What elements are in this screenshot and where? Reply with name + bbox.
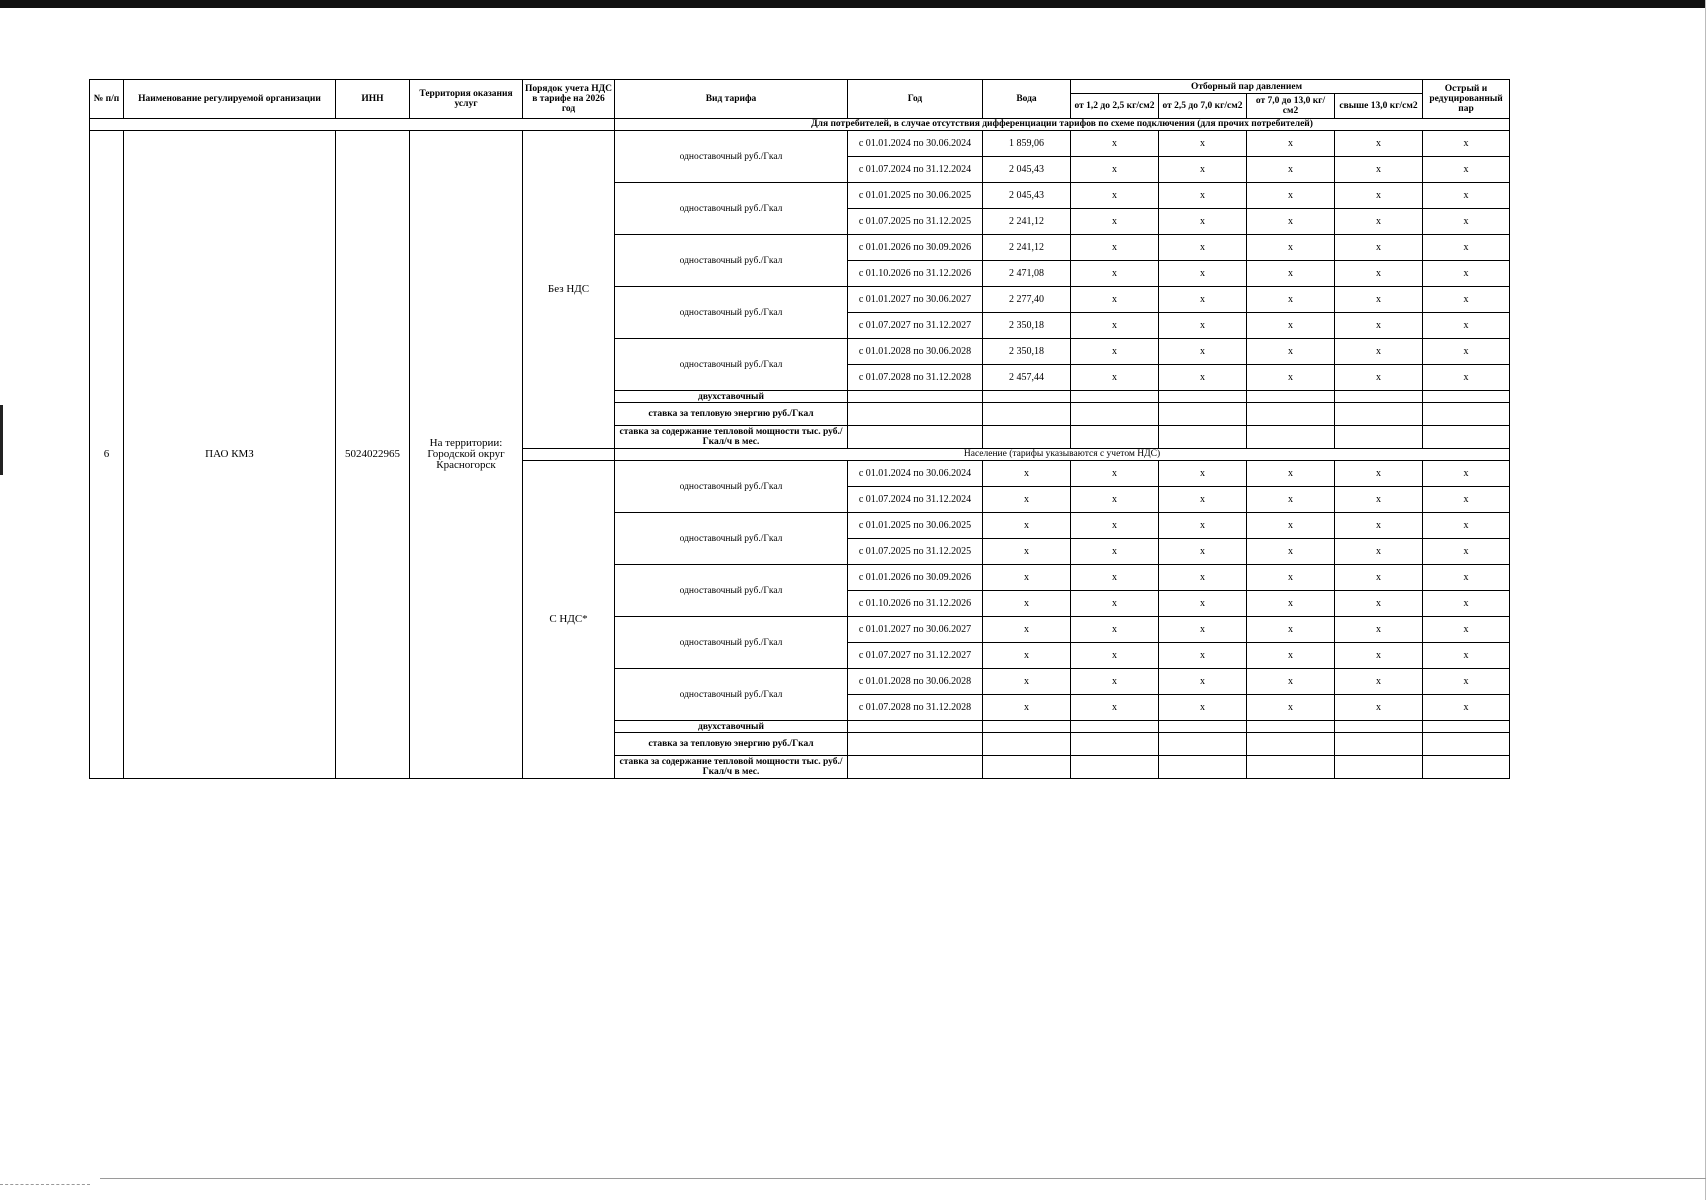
period-cell: с 01.07.2028 по 31.12.2028 <box>848 365 983 391</box>
mark-cell: х <box>1423 461 1510 487</box>
tariff-type-two-rate: двухставочный <box>615 391 848 403</box>
mark-cell: х <box>1423 617 1510 643</box>
section-row-other <box>90 119 1510 131</box>
mark-cell: х <box>1159 183 1247 209</box>
empty-cell <box>1423 756 1510 779</box>
mark-cell: х <box>1247 617 1335 643</box>
empty-cell <box>1423 403 1510 426</box>
header-org: Наименование регулируемой организации <box>124 80 336 119</box>
mark-cell: х <box>1247 643 1335 669</box>
water-mark: х <box>983 669 1071 695</box>
empty-cell <box>1423 391 1510 403</box>
mark-cell: х <box>1071 669 1159 695</box>
empty-cell <box>1335 721 1423 733</box>
section-spacer <box>523 449 615 461</box>
mark-cell: х <box>1335 209 1423 235</box>
water-mark: х <box>983 539 1071 565</box>
mark-cell: х <box>1335 565 1423 591</box>
mark-cell: х <box>1159 339 1247 365</box>
mark-cell: х <box>1159 591 1247 617</box>
water-mark: х <box>983 487 1071 513</box>
header-steam-1: от 1,2 до 2,5 кг/см2 <box>1071 94 1159 119</box>
mark-cell: х <box>1071 313 1159 339</box>
mark-cell: х <box>1423 643 1510 669</box>
mark-cell: х <box>1423 235 1510 261</box>
mark-cell: х <box>1423 591 1510 617</box>
tariff-type-single-rate: одноставочный руб./Гкал <box>615 339 848 391</box>
header-steam-4: свыше 13,0 кг/см2 <box>1335 94 1423 119</box>
mark-cell: х <box>1335 513 1423 539</box>
period-cell: с 01.01.2028 по 30.06.2028 <box>848 339 983 365</box>
mark-cell: х <box>1071 339 1159 365</box>
mark-cell: х <box>1335 617 1423 643</box>
mark-cell: х <box>1159 313 1247 339</box>
mark-cell: х <box>1335 643 1423 669</box>
empty-cell <box>1335 403 1423 426</box>
empty-cell <box>1159 426 1247 449</box>
tariff-body <box>90 119 1510 779</box>
mark-cell: х <box>1335 261 1423 287</box>
section-spacer <box>90 119 615 131</box>
header-steam-sharp: Острый и редуцированный пар <box>1423 80 1510 119</box>
empty-cell <box>1071 426 1159 449</box>
mark-cell: х <box>1423 131 1510 157</box>
header-water: Вода <box>983 80 1071 119</box>
mark-cell: х <box>1071 695 1159 721</box>
empty-cell <box>1071 733 1159 756</box>
empty-cell <box>848 426 983 449</box>
mark-cell: х <box>1247 591 1335 617</box>
mark-cell: х <box>1247 513 1335 539</box>
water-value: 2 350,18 <box>983 313 1071 339</box>
empty-cell <box>983 426 1071 449</box>
mark-cell: х <box>1335 183 1423 209</box>
mark-cell: х <box>1247 131 1335 157</box>
water-value: 2 045,43 <box>983 183 1071 209</box>
mark-cell: х <box>1071 513 1159 539</box>
bottom-dash <box>0 1184 90 1185</box>
mark-cell: х <box>1335 487 1423 513</box>
mark-cell: х <box>1423 365 1510 391</box>
empty-cell <box>1423 721 1510 733</box>
period-cell: с 01.01.2025 по 30.06.2025 <box>848 183 983 209</box>
tariff-type-single-rate: одноставочный руб./Гкал <box>615 513 848 565</box>
mark-cell: х <box>1247 157 1335 183</box>
empty-cell <box>848 721 983 733</box>
mark-cell: х <box>1335 591 1423 617</box>
mark-cell: х <box>1159 695 1247 721</box>
mark-cell: х <box>1423 157 1510 183</box>
mark-cell: х <box>1335 339 1423 365</box>
mark-cell: х <box>1335 313 1423 339</box>
period-cell: с 01.01.2027 по 30.06.2027 <box>848 617 983 643</box>
mark-cell: х <box>1071 461 1159 487</box>
water-value: 2 350,18 <box>983 339 1071 365</box>
mark-cell: х <box>1071 235 1159 261</box>
mark-cell: х <box>1335 695 1423 721</box>
period-cell: с 01.10.2026 по 31.12.2026 <box>848 591 983 617</box>
header-territory: Территория оказания услуг <box>410 80 523 119</box>
mark-cell: х <box>1335 235 1423 261</box>
with-vat-vat-order: С НДС* <box>523 461 615 779</box>
mark-cell: х <box>1071 287 1159 313</box>
period-cell: с 01.07.2028 по 31.12.2028 <box>848 695 983 721</box>
mark-cell: х <box>1247 287 1335 313</box>
mark-cell: х <box>1159 261 1247 287</box>
mark-cell: х <box>1247 461 1335 487</box>
mark-cell: х <box>1423 539 1510 565</box>
mark-cell: х <box>1159 513 1247 539</box>
header-tariff-type: Вид тарифа <box>615 80 848 119</box>
record-territory: На территории: Городской округ Красногорск <box>410 131 523 779</box>
period-cell: с 01.01.2025 по 30.06.2025 <box>848 513 983 539</box>
without-vat-vat-order: Без НДС <box>523 131 615 449</box>
mark-cell: х <box>1071 365 1159 391</box>
mark-cell: х <box>1423 261 1510 287</box>
mark-cell: х <box>1159 487 1247 513</box>
water-value: 2 241,12 <box>983 209 1071 235</box>
tariff-type-two-rate: двухставочный <box>615 721 848 733</box>
mark-cell: х <box>1159 209 1247 235</box>
empty-cell <box>1071 391 1159 403</box>
mark-cell: х <box>1071 183 1159 209</box>
water-value: 1 859,06 <box>983 131 1071 157</box>
mark-cell: х <box>1159 365 1247 391</box>
water-value: 2 045,43 <box>983 157 1071 183</box>
empty-cell <box>848 391 983 403</box>
section-other-label: Для потребителей, в случае отсутствия дифференциации тарифов по схеме подключения (для прочих потребителей) <box>615 119 1510 131</box>
record-org: ПАО КМЗ <box>124 131 336 779</box>
tariff-type-single-rate: одноставочный руб./Гкал <box>615 461 848 513</box>
header-vat-order: Порядок учета НДС в тарифе на 2026 год <box>523 80 615 119</box>
mark-cell: х <box>1247 339 1335 365</box>
mark-cell: х <box>1159 287 1247 313</box>
mark-cell: х <box>1423 313 1510 339</box>
empty-cell <box>1159 733 1247 756</box>
mark-cell: х <box>1071 209 1159 235</box>
mark-cell: х <box>1247 695 1335 721</box>
period-cell: с 01.01.2027 по 30.06.2027 <box>848 287 983 313</box>
bottom-rule <box>100 1178 1706 1179</box>
empty-cell <box>1159 721 1247 733</box>
water-value: 2 471,08 <box>983 261 1071 287</box>
mark-cell: х <box>1247 487 1335 513</box>
empty-cell <box>983 391 1071 403</box>
empty-cell <box>848 403 983 426</box>
mark-cell: х <box>1159 539 1247 565</box>
header-steam-group: Отборный пар давлением <box>1071 80 1423 94</box>
empty-cell <box>983 756 1071 779</box>
period-cell: с 01.01.2024 по 30.06.2024 <box>848 461 983 487</box>
mark-cell: х <box>1335 131 1423 157</box>
empty-cell <box>1335 391 1423 403</box>
header-num: № п/п <box>90 80 124 119</box>
mark-cell: х <box>1071 617 1159 643</box>
header-row <box>90 80 1510 94</box>
empty-cell <box>1335 756 1423 779</box>
mark-cell: х <box>1071 591 1159 617</box>
mark-cell: х <box>1423 513 1510 539</box>
tariff-type-single-rate: одноставочный руб./Гкал <box>615 617 848 669</box>
water-mark: х <box>983 513 1071 539</box>
water-value: 2 277,40 <box>983 287 1071 313</box>
water-mark: х <box>983 591 1071 617</box>
period-cell: с 01.10.2026 по 31.12.2026 <box>848 261 983 287</box>
mark-cell: х <box>1071 643 1159 669</box>
empty-cell <box>1335 733 1423 756</box>
empty-cell <box>1159 756 1247 779</box>
mark-cell: х <box>1423 209 1510 235</box>
period-cell: с 01.07.2024 по 31.12.2024 <box>848 157 983 183</box>
mark-cell: х <box>1159 617 1247 643</box>
empty-cell <box>1159 391 1247 403</box>
mark-cell: х <box>1335 365 1423 391</box>
empty-cell <box>1247 426 1335 449</box>
mark-cell: х <box>1071 539 1159 565</box>
mark-cell: х <box>1071 131 1159 157</box>
empty-cell <box>1423 733 1510 756</box>
tariff-type-capacity-rate: ставка за содержание тепловой мощности тыс. руб./Гкал/ч в мес. <box>615 756 848 779</box>
mark-cell: х <box>1159 565 1247 591</box>
mark-cell: х <box>1335 287 1423 313</box>
mark-cell: х <box>1247 261 1335 287</box>
header-year: Год <box>848 80 983 119</box>
period-cell: с 01.07.2027 по 31.12.2027 <box>848 643 983 669</box>
mark-cell: х <box>1335 539 1423 565</box>
empty-cell <box>1335 426 1423 449</box>
mark-cell: х <box>1247 313 1335 339</box>
tariff-type-single-rate: одноставочный руб./Гкал <box>615 183 848 235</box>
period-cell: с 01.01.2026 по 30.09.2026 <box>848 235 983 261</box>
period-cell: с 01.01.2026 по 30.09.2026 <box>848 565 983 591</box>
header-steam-2: от 2,5 до 7,0 кг/см2 <box>1159 94 1247 119</box>
empty-cell <box>1247 756 1335 779</box>
mark-cell: х <box>1335 157 1423 183</box>
water-mark: х <box>983 617 1071 643</box>
empty-cell <box>848 733 983 756</box>
empty-cell <box>1071 721 1159 733</box>
water-mark: х <box>983 643 1071 669</box>
mark-cell: х <box>1159 669 1247 695</box>
empty-cell <box>983 721 1071 733</box>
mark-cell: х <box>1159 235 1247 261</box>
empty-cell <box>1247 733 1335 756</box>
mark-cell: х <box>1423 695 1510 721</box>
mark-cell: х <box>1159 643 1247 669</box>
mark-cell: х <box>1159 157 1247 183</box>
tariff-type-single-rate: одноставочный руб./Гкал <box>615 131 848 183</box>
mark-cell: х <box>1247 183 1335 209</box>
mark-cell: х <box>1071 261 1159 287</box>
mark-cell: х <box>1071 157 1159 183</box>
header-steam-3: от 7,0 до 13,0 кг/см2 <box>1247 94 1335 119</box>
scan-edge-left <box>0 405 3 475</box>
empty-cell <box>1247 403 1335 426</box>
mark-cell: х <box>1335 461 1423 487</box>
mark-cell: х <box>1423 565 1510 591</box>
empty-cell <box>1247 721 1335 733</box>
empty-cell <box>1159 403 1247 426</box>
table-row <box>90 131 1510 157</box>
empty-cell <box>848 756 983 779</box>
period-cell: с 01.07.2027 по 31.12.2027 <box>848 313 983 339</box>
mark-cell: х <box>1423 339 1510 365</box>
tariff-type-capacity-rate: ставка за содержание тепловой мощности тыс. руб./Гкал/ч в мес. <box>615 426 848 449</box>
mark-cell: х <box>1247 365 1335 391</box>
tariff-type-single-rate: одноставочный руб./Гкал <box>615 287 848 339</box>
period-cell: с 01.07.2025 по 31.12.2025 <box>848 209 983 235</box>
water-value: 2 457,44 <box>983 365 1071 391</box>
scan-edge-top <box>0 0 1706 8</box>
water-mark: х <box>983 695 1071 721</box>
water-mark: х <box>983 565 1071 591</box>
mark-cell: х <box>1247 209 1335 235</box>
mark-cell: х <box>1159 131 1247 157</box>
mark-cell: х <box>1423 183 1510 209</box>
tariff-type-energy-rate: ставка за тепловую энергию руб./Гкал <box>615 403 848 426</box>
tariff-type-energy-rate: ставка за тепловую энергию руб./Гкал <box>615 733 848 756</box>
tariff-table <box>89 79 1510 779</box>
mark-cell: х <box>1247 669 1335 695</box>
empty-cell <box>1071 403 1159 426</box>
record-num: 6 <box>90 131 124 779</box>
mark-cell: х <box>1247 565 1335 591</box>
empty-cell <box>983 403 1071 426</box>
period-cell: с 01.01.2024 по 30.06.2024 <box>848 131 983 157</box>
header-inn: ИНН <box>336 80 410 119</box>
water-mark: х <box>983 461 1071 487</box>
period-cell: с 01.07.2025 по 31.12.2025 <box>848 539 983 565</box>
mark-cell: х <box>1335 669 1423 695</box>
period-cell: с 01.07.2024 по 31.12.2024 <box>848 487 983 513</box>
empty-cell <box>1247 391 1335 403</box>
mark-cell: х <box>1159 461 1247 487</box>
tariff-type-single-rate: одноставочный руб./Гкал <box>615 669 848 721</box>
mark-cell: х <box>1423 287 1510 313</box>
mark-cell: х <box>1423 669 1510 695</box>
empty-cell <box>983 733 1071 756</box>
empty-cell <box>1423 426 1510 449</box>
mark-cell: х <box>1247 539 1335 565</box>
tariff-type-single-rate: одноставочный руб./Гкал <box>615 235 848 287</box>
mark-cell: х <box>1071 487 1159 513</box>
section-population-label: Население (тарифы указываются с учетом НДС) <box>615 449 1510 461</box>
empty-cell <box>1071 756 1159 779</box>
tariff-type-single-rate: одноставочный руб./Гкал <box>615 565 848 617</box>
mark-cell: х <box>1071 565 1159 591</box>
mark-cell: х <box>1247 235 1335 261</box>
record-inn: 5024022965 <box>336 131 410 779</box>
mark-cell: х <box>1423 487 1510 513</box>
period-cell: с 01.01.2028 по 30.06.2028 <box>848 669 983 695</box>
water-value: 2 241,12 <box>983 235 1071 261</box>
